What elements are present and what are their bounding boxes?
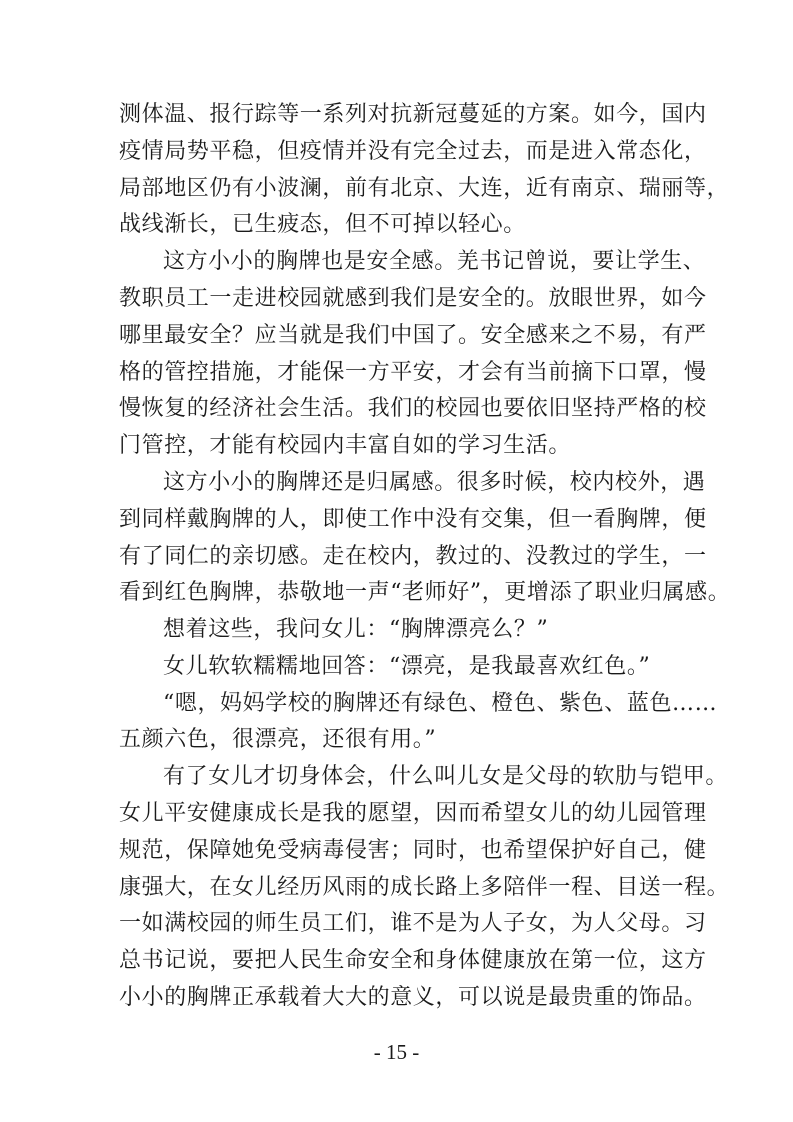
text-line: 康强大，在女儿经历风雨的成长路上多陪伴一程、目送一程。 — [119, 875, 730, 900]
text-line: 女儿平安健康成长是我的愿望，因而希望女儿的幼儿园管理 — [119, 801, 707, 826]
paragraph-start: “嗯，妈妈学校的胸牌还有绿色、橙色、紫色、蓝色…… — [163, 691, 718, 716]
text-line: 战线渐长，已生疲态，但不可掉以轻心。 — [119, 212, 526, 237]
paragraph-start: 这方小小的胸牌也是安全感。羌书记曾说，要让学生、 — [163, 249, 706, 274]
paragraph-start: 这方小小的胸牌还是归属感。很多时候，校内校外，遇 — [163, 470, 706, 495]
paragraph-start: 女儿软软糯糯地回答：“漂亮，是我最喜欢红色。” — [163, 654, 651, 679]
text-line: 慢恢复的经济社会生活。我们的校园也要依旧坚持严格的校 — [119, 396, 707, 421]
text-line: 局部地区仍有小波澜，前有北京、大连，近有南京、瑞丽等， — [119, 176, 730, 201]
text-line: 规范，保障她免受病毒侵害；同时，也希望保护好自己，健 — [119, 838, 707, 863]
text-line: 门管控，才能有校园内丰富自如的学习生活。 — [119, 433, 572, 458]
text-line: 测体温、报行踪等一系列对抗新冠蔓延的方案。如今，国内 — [119, 102, 707, 127]
text-line: 五颜六色，很漂亮，还很有用。” — [119, 727, 437, 752]
text-line: 疫情局势平稳，但疫情并没有完全过去，而是进入常态化， — [119, 139, 707, 164]
paragraph-start: 有了女儿才切身体会，什么叫儿女是父母的软肋与铠甲。 — [163, 764, 729, 789]
text-line: 格的管控措施，才能保一方平安，才会有当前摘下口罩，慢 — [119, 360, 707, 385]
text-line: 到同样戴胸牌的人，即使工作中没有交集，但一看胸牌，便 — [119, 507, 707, 532]
text-line: 一如满校园的师生员工们，谁不是为人子女，为人父母。习 — [119, 911, 707, 936]
text-line: 教职员工一走进校园就感到我们是安全的。放眼世界，如今 — [119, 286, 707, 311]
text-line: 小小的胸牌正承载着大大的意义，可以说是最贵重的饰品。 — [119, 985, 707, 1010]
text-line: 总书记说，要把人民生命安全和身体健康放在第一位，这方 — [119, 948, 707, 973]
text-line: 有了同仁的亲切感。走在校内，教过的、没教过的学生，一 — [119, 544, 707, 569]
page-number: - 15 - — [373, 1040, 420, 1064]
text-line: 看到红色胸牌，恭敬地一声“老师好”，更增添了职业归属感。 — [119, 580, 731, 605]
text-line: 哪里最安全？应当就是我们中国了。安全感来之不易，有严 — [119, 323, 707, 348]
paragraph-start: 想着这些，我问女儿：“胸牌漂亮么？” — [163, 617, 549, 642]
